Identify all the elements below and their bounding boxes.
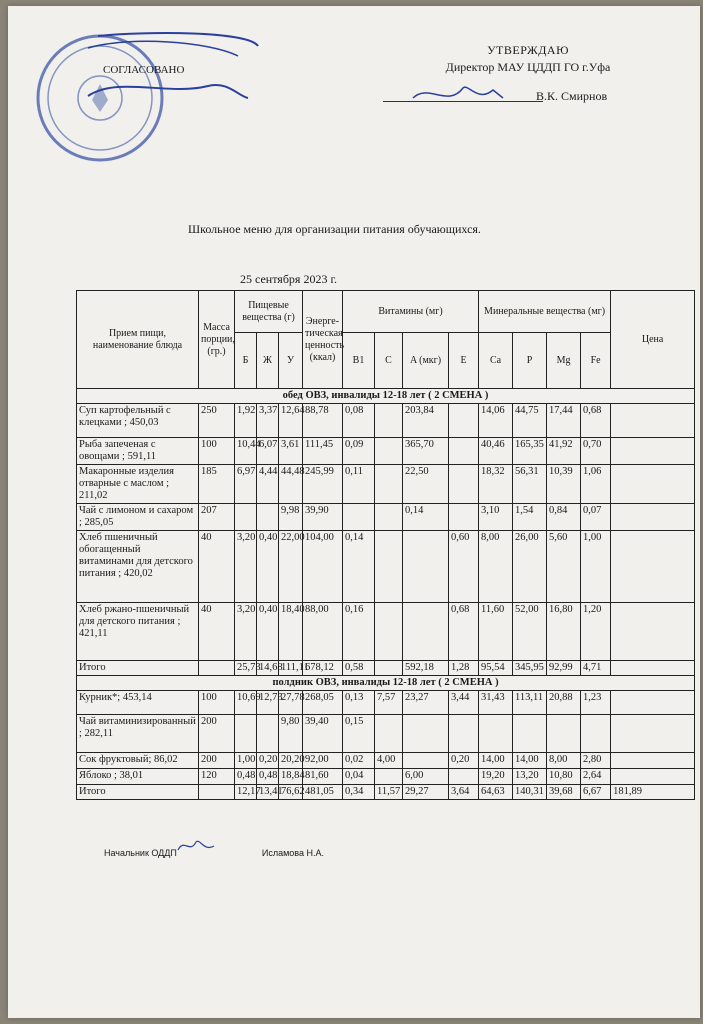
approve-title: УТВЕРЖДАЮ (487, 43, 569, 57)
value-cell: 0,15 (343, 715, 375, 753)
value-cell: 44,75 (513, 404, 547, 438)
value-cell: 0,09 (343, 438, 375, 465)
value-cell (199, 785, 235, 800)
value-cell: 0,34 (343, 785, 375, 800)
dish-name-cell: Хлеб ржано-пшеничный для детского питания ; 421,11 (77, 603, 199, 661)
footer-name: Исламова Н.А. (261, 848, 324, 858)
value-cell: 0,20 (257, 753, 279, 769)
value-cell: 1,28 (449, 661, 479, 676)
dish-name-cell: Сок фруктовый; 86,02 (77, 753, 199, 769)
head-signature (176, 836, 216, 856)
value-cell (375, 504, 403, 531)
value-cell: 14,06 (479, 404, 513, 438)
value-cell: 0,40 (257, 603, 279, 661)
value-cell: 0,40 (257, 531, 279, 603)
table-row (77, 753, 695, 769)
value-cell (581, 715, 611, 753)
value-cell: 25,73 (235, 661, 257, 676)
dish-name-cell: Чай с лимоном и сахаром ; 285,05 (77, 504, 199, 531)
header-fe: Fe (581, 333, 611, 389)
value-cell (235, 504, 257, 531)
approve-position: Директор МАУ ЦДДП ГО г.Уфа (445, 60, 611, 74)
value-cell: 0,11 (343, 465, 375, 504)
value-cell: 6,97 (235, 465, 257, 504)
value-cell: 6,07 (257, 438, 279, 465)
header-vitamins: Витамины (мг) (343, 291, 479, 333)
value-cell: 0,84 (547, 504, 581, 531)
value-cell (375, 661, 403, 676)
value-cell: 6,00 (403, 769, 449, 785)
value-cell (611, 465, 695, 504)
value-cell (611, 661, 695, 676)
value-cell: 8,00 (479, 531, 513, 603)
header-p: P (513, 333, 547, 389)
value-cell: 181,89 (611, 785, 695, 800)
value-cell: 39,40 (303, 715, 343, 753)
director-name: В.К. Смирнов (536, 89, 608, 103)
value-cell: 0,68 (581, 404, 611, 438)
value-cell: 203,84 (403, 404, 449, 438)
dish-name-cell: Хлеб пшеничный обогащенный витаминами для детского питания ; 420,02 (77, 531, 199, 603)
value-cell: 11,57 (375, 785, 403, 800)
value-cell: 0,14 (403, 504, 449, 531)
value-cell (449, 438, 479, 465)
value-cell: 20,88 (547, 691, 581, 715)
value-cell: 76,62 (279, 785, 303, 800)
dish-name-cell: Итого (77, 661, 199, 676)
value-cell: 18,40 (279, 603, 303, 661)
value-cell: 140,31 (513, 785, 547, 800)
value-cell: 12,17 (235, 785, 257, 800)
value-cell (611, 531, 695, 603)
value-cell: 345,95 (513, 661, 547, 676)
menu-date: 25 сентября 2023 г. (240, 272, 338, 286)
value-cell: 0,70 (581, 438, 611, 465)
value-cell (449, 715, 479, 753)
value-cell: 40,46 (479, 438, 513, 465)
table-row (77, 504, 695, 531)
header-mass: Масса порции, (гр.) (199, 291, 235, 389)
value-cell: 0,68 (449, 603, 479, 661)
total-row (77, 661, 695, 676)
value-cell: 0,13 (343, 691, 375, 715)
director-signature (408, 78, 508, 110)
value-cell: 13,41 (257, 785, 279, 800)
value-cell: 1,23 (581, 691, 611, 715)
value-cell (611, 715, 695, 753)
header-b: Б (235, 333, 257, 389)
value-cell (375, 715, 403, 753)
value-cell (375, 404, 403, 438)
footer-position: Начальник ОДДП (104, 848, 177, 858)
value-cell: 18,84 (279, 769, 303, 785)
table-row (77, 603, 695, 661)
value-cell (449, 504, 479, 531)
value-cell: 12,73 (257, 691, 279, 715)
value-cell: 200 (199, 753, 235, 769)
value-cell: 14,68 (257, 661, 279, 676)
value-cell (449, 465, 479, 504)
value-cell: 22,50 (403, 465, 449, 504)
value-cell: 0,20 (449, 753, 479, 769)
value-cell: 11,60 (479, 603, 513, 661)
value-cell: 64,63 (479, 785, 513, 800)
value-cell: 12,64 (279, 404, 303, 438)
value-cell: 250 (199, 404, 235, 438)
value-cell: 1,92 (235, 404, 257, 438)
round-seal-stamp (28, 26, 178, 166)
value-cell: 0,14 (343, 531, 375, 603)
header-price: Цена (611, 291, 695, 389)
document-page (8, 6, 700, 1018)
dish-name-cell: Рыба запеченая с овощами ; 591,11 (77, 438, 199, 465)
value-cell: 92,00 (303, 753, 343, 769)
header-e: E (449, 333, 479, 389)
value-cell: 0,07 (581, 504, 611, 531)
header-ca: Ca (479, 333, 513, 389)
value-cell: 165,35 (513, 438, 547, 465)
value-cell: 365,70 (403, 438, 449, 465)
value-cell (513, 715, 547, 753)
header-zh: Ж (257, 333, 279, 389)
value-cell (403, 715, 449, 753)
value-cell (375, 531, 403, 603)
value-cell: 39,90 (303, 504, 343, 531)
header-u: У (279, 333, 303, 389)
value-cell: 0,04 (343, 769, 375, 785)
value-cell: 40 (199, 531, 235, 603)
value-cell (343, 504, 375, 531)
value-cell (611, 769, 695, 785)
value-cell (403, 603, 449, 661)
value-cell: 3,64 (449, 785, 479, 800)
section-snack: полдник ОВЗ, инвалиды 12-18 лет ( 2 СМЕНА ) (77, 676, 695, 691)
value-cell: 0,48 (235, 769, 257, 785)
value-cell: 245,99 (303, 465, 343, 504)
value-cell: 268,05 (303, 691, 343, 715)
dish-name-cell: Итого (77, 785, 199, 800)
table-row (77, 438, 695, 465)
value-cell: 29,27 (403, 785, 449, 800)
value-cell: 1,20 (581, 603, 611, 661)
header-c: C (375, 333, 403, 389)
table-row (77, 531, 695, 603)
value-cell (375, 769, 403, 785)
value-cell: 3,37 (257, 404, 279, 438)
value-cell: 207 (199, 504, 235, 531)
header-nutrients: Пищевые вещества (г) (235, 291, 303, 333)
value-cell: 88,00 (303, 603, 343, 661)
table-row (77, 465, 695, 504)
value-cell (611, 404, 695, 438)
header-minerals: Минеральные вещества (мг) (479, 291, 611, 333)
value-cell: 111,11 (279, 661, 303, 676)
header-mg: Mg (547, 333, 581, 389)
value-cell: 44,48 (279, 465, 303, 504)
value-cell (611, 438, 695, 465)
value-cell: 10,44 (235, 438, 257, 465)
value-cell: 0,48 (257, 769, 279, 785)
value-cell (611, 753, 695, 769)
value-cell: 20,20 (279, 753, 303, 769)
value-cell: 0,58 (343, 661, 375, 676)
dish-name-cell: Макаронные изделия отварные с маслом ; 211,02 (77, 465, 199, 504)
value-cell: 14,00 (479, 753, 513, 769)
signature-line (383, 101, 543, 102)
value-cell: 31,43 (479, 691, 513, 715)
header-b1: B1 (343, 333, 375, 389)
value-cell (449, 404, 479, 438)
value-cell: 100 (199, 691, 235, 715)
header-a: A (мкг) (403, 333, 449, 389)
value-cell: 0,08 (343, 404, 375, 438)
value-cell: 92,99 (547, 661, 581, 676)
value-cell: 18,32 (479, 465, 513, 504)
value-cell (611, 504, 695, 531)
value-cell: 0,02 (343, 753, 375, 769)
value-cell: 95,54 (479, 661, 513, 676)
value-cell: 9,80 (279, 715, 303, 753)
value-cell: 10,69 (235, 691, 257, 715)
value-cell: 0,16 (343, 603, 375, 661)
page-title: Школьное меню для организации питания обучающихся. (188, 222, 481, 236)
value-cell (403, 753, 449, 769)
value-cell: 104,00 (303, 531, 343, 603)
table-row (77, 404, 695, 438)
value-cell: 1,00 (235, 753, 257, 769)
value-cell (375, 438, 403, 465)
value-cell: 17,44 (547, 404, 581, 438)
value-cell (199, 661, 235, 676)
value-cell: 52,00 (513, 603, 547, 661)
header-meal: Прием пищи, наименование блюда (77, 291, 199, 389)
header-energy: Энерге-тическая ценность (ккал) (303, 291, 343, 389)
value-cell: 7,57 (375, 691, 403, 715)
value-cell: 3,61 (279, 438, 303, 465)
value-cell (611, 603, 695, 661)
dish-name-cell: Яблоко ; 38,01 (77, 769, 199, 785)
value-cell: 4,44 (257, 465, 279, 504)
table-row (77, 691, 695, 715)
value-cell: 41,92 (547, 438, 581, 465)
value-cell (449, 769, 479, 785)
value-cell: 3,20 (235, 531, 257, 603)
approval-block (398, 42, 658, 76)
value-cell (547, 715, 581, 753)
total-row (77, 785, 695, 800)
value-cell: 81,60 (303, 769, 343, 785)
value-cell: 23,27 (403, 691, 449, 715)
value-cell: 88,78 (303, 404, 343, 438)
value-cell: 10,39 (547, 465, 581, 504)
value-cell: 3,44 (449, 691, 479, 715)
value-cell: 481,05 (303, 785, 343, 800)
dish-name-cell: Чай витаминизированный ; 282,11 (77, 715, 199, 753)
value-cell: 200 (199, 715, 235, 753)
value-cell: 2,64 (581, 769, 611, 785)
value-cell: 1,54 (513, 504, 547, 531)
value-cell: 13,20 (513, 769, 547, 785)
value-cell: 111,45 (303, 438, 343, 465)
value-cell: 40 (199, 603, 235, 661)
value-cell: 1,06 (581, 465, 611, 504)
value-cell (257, 504, 279, 531)
value-cell: 4,00 (375, 753, 403, 769)
value-cell (235, 715, 257, 753)
value-cell (403, 531, 449, 603)
value-cell: 1,00 (581, 531, 611, 603)
value-cell: 6,67 (581, 785, 611, 800)
value-cell: 100 (199, 438, 235, 465)
table-row (77, 769, 695, 785)
value-cell: 592,18 (403, 661, 449, 676)
value-cell: 14,00 (513, 753, 547, 769)
value-cell: 8,00 (547, 753, 581, 769)
value-cell: 678,12 (303, 661, 343, 676)
table-row (77, 715, 695, 753)
agreed-label: СОГЛАСОВАНО (103, 64, 185, 76)
value-cell: 113,11 (513, 691, 547, 715)
value-cell (611, 691, 695, 715)
value-cell: 2,80 (581, 753, 611, 769)
value-cell: 39,68 (547, 785, 581, 800)
value-cell: 185 (199, 465, 235, 504)
value-cell: 56,31 (513, 465, 547, 504)
value-cell: 5,60 (547, 531, 581, 603)
value-cell: 22,00 (279, 531, 303, 603)
menu-table (76, 290, 695, 800)
value-cell (257, 715, 279, 753)
value-cell (375, 603, 403, 661)
value-cell: 27,78 (279, 691, 303, 715)
value-cell: 0,60 (449, 531, 479, 603)
section-lunch: обед ОВЗ, инвалиды 12-18 лет ( 2 СМЕНА ) (77, 389, 695, 404)
value-cell (479, 715, 513, 753)
section-row (77, 676, 695, 691)
value-cell: 9,98 (279, 504, 303, 531)
value-cell: 3,10 (479, 504, 513, 531)
dish-name-cell: Курник*; 453,14 (77, 691, 199, 715)
value-cell: 120 (199, 769, 235, 785)
value-cell: 3,20 (235, 603, 257, 661)
value-cell (375, 465, 403, 504)
value-cell: 26,00 (513, 531, 547, 603)
dish-name-cell: Суп картофельный с клецками ; 450,03 (77, 404, 199, 438)
footer-signature (104, 848, 324, 858)
value-cell: 19,20 (479, 769, 513, 785)
value-cell: 10,80 (547, 769, 581, 785)
value-cell: 4,71 (581, 661, 611, 676)
value-cell: 16,80 (547, 603, 581, 661)
